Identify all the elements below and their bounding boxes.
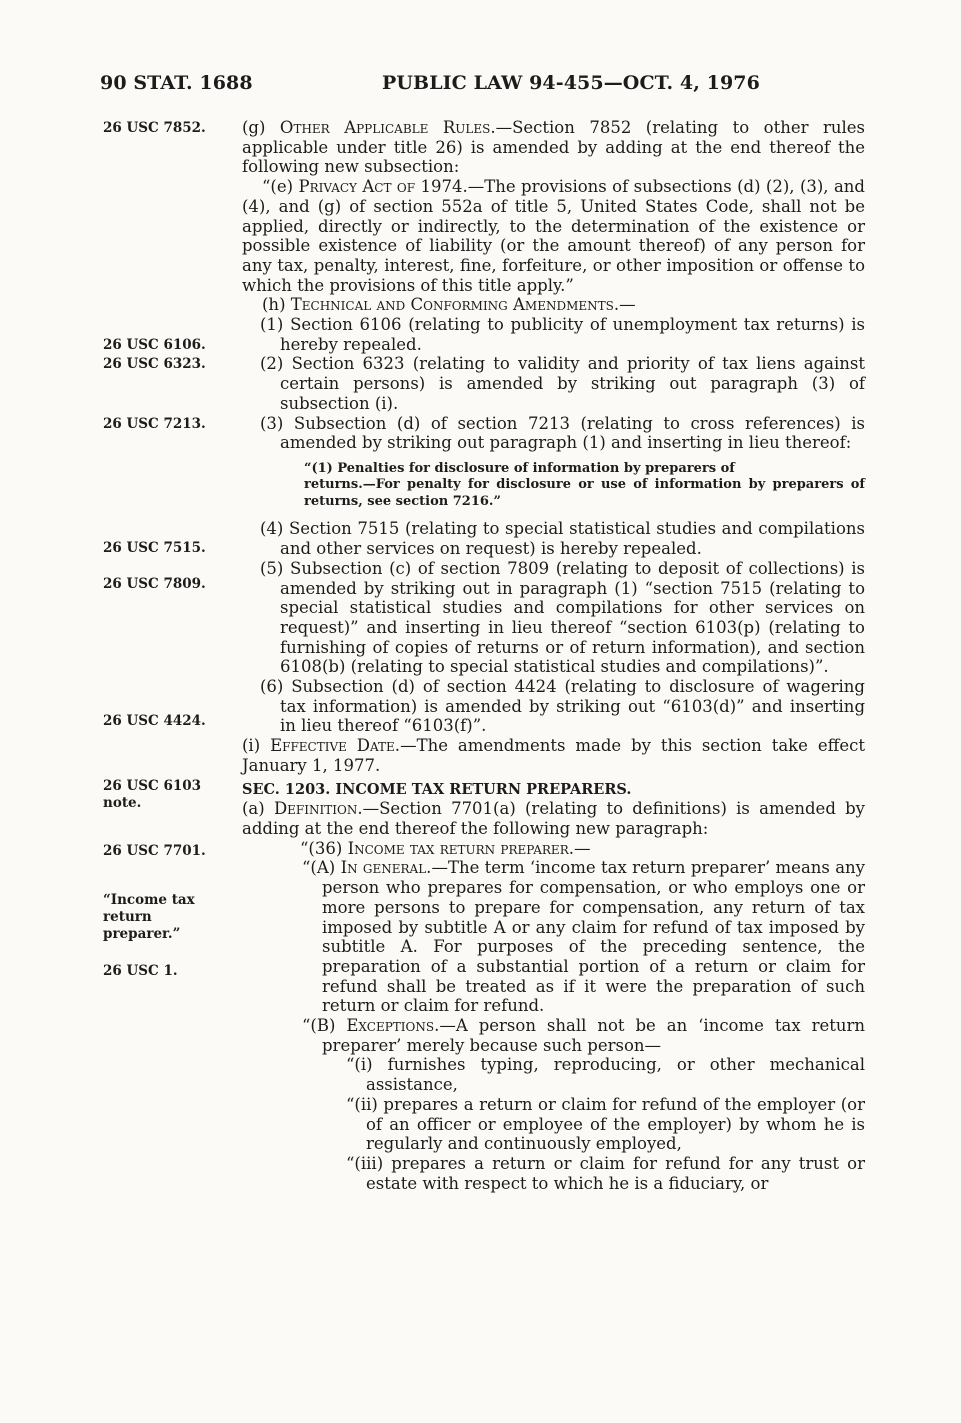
margin-note-6323: 26 USC 6323.: [103, 356, 206, 372]
subsection-g: (g) Other Applicable Rules.—Section 7852 (relating to other rules applicable under title 26) is amended by adding at the end thereof the following new subsection:: [242, 118, 865, 177]
paragraph-h6: (6) Subsection (d) of section 4424 (relating to disclosure of wagering tax information) is amended by striking out “6103(d)” and inserting in lieu thereof “6103(f)”.: [260, 677, 865, 736]
margin-note-7515: 26 USC 7515.: [103, 540, 206, 556]
margin-note-7809: 26 USC 7809.: [103, 576, 206, 592]
margin-note-26usc1: 26 USC 1.: [103, 963, 178, 979]
heading-income-tax-return-preparer: Income tax return preparer.: [347, 838, 574, 858]
paragraph-h4: (4) Section 7515 (relating to special statistical studies and compilations and other services on request) is hereby repealed.: [260, 519, 865, 559]
subsection-e-privacy-act: “(e) Privacy Act of 1974.—The provisions of subsections (d) (2), (3), and (4), and (g) of section 552a of title 5, United States Code, shall not be applied, directly or indirectly, to the determination of the existence or possible existence of liability (or the amount thereof) of any person for any tax, penalty, interest, fine, forfeiture, or other imposition or offense to which the provisions of this title apply.”: [242, 177, 865, 295]
clause-ii: “(ii) prepares a return or claim for refund of the employer (or of an officer or employee of the employer) by whom he is regularly and continuously employed,: [346, 1094, 865, 1154]
margin-note-income-tax-return-preparer: “Income tax return preparer.”: [103, 892, 195, 942]
stat-page-number: 90 STAT. 1688: [100, 72, 253, 94]
heading-technical-amendments: Technical and Conforming Amendments.: [290, 295, 620, 315]
heading-exceptions: Exceptions.: [346, 1016, 440, 1036]
subsection-a: (a) Definition.—Section 7701(a) (relating to definitions) is amended by adding at the end thereof the following new paragraph:: [242, 799, 865, 838]
margin-note-7701: 26 USC 7701.: [103, 843, 206, 859]
margin-note-7852: 26 USC 7852.: [103, 120, 206, 136]
margin-note-7213: 26 USC 7213.: [103, 416, 206, 432]
subparagraph-A: “(A) In general.—The term ‘income tax return preparer’ means any person who prepares for compensation, or who employs one or more persons to prepare for compensation, any return of tax imposed by subtitle A or any claim for refund of tax imposed by subtitle A. For purposes of the preceding sentence, the preparation of a substantial portion of a return or claim for refund shall be treated as if it were the preparation of such return or claim for refund.: [302, 858, 865, 1016]
clause-iii: “(iii) prepares a return or claim for refund for any trust or estate with respect to which he is a fiduciary, or: [346, 1153, 865, 1193]
subsection-i: (i) Effective Date.—The amendments made by this section take effect January 1, 1977.: [242, 736, 865, 775]
cross-reference-note: [242, 461, 865, 511]
paragraph-h2: (2) Section 6323 (relating to validity and priority of tax liens against certain persons) is amended by striking out paragraph (3) of subsection (i).: [260, 354, 865, 413]
subsection-h: (h) Technical and Conforming Amendments.—: [262, 295, 636, 315]
note-rest: returns.—For penalty for disclosure or use of information by preparers of returns, see section 7216.”: [304, 477, 865, 509]
paragraph-36: “(36) Income tax return preparer.—: [300, 838, 591, 858]
running-head-title: PUBLIC LAW 94-455—OCT. 4, 1976: [382, 72, 760, 94]
paragraph-h1: (1) Section 6106 (relating to publicity of unemployment tax returns) is hereby repealed.: [260, 315, 865, 354]
paragraph-h5: (5) Subsection (c) of section 7809 (relating to deposit of collections) is amended by striking out in paragraph (1) “section 7515 (relating to special statistical studies and compilations for other services on request)” and inserting in lieu thereof “section 6103(p) (relating to furnishing of copies of returns or of return information), and section 6108(b) (relating to special statistical studies and compilations)”.: [260, 558, 865, 677]
heading-privacy-act: Privacy Act of 1974.: [298, 177, 468, 197]
section-1203-title: SEC. 1203. INCOME TAX RETURN PREPARERS.: [242, 780, 632, 798]
subparagraph-B: “(B) Exceptions.—A person shall not be an ‘income tax return preparer’ merely because such person—: [302, 1016, 865, 1055]
margin-note-6106: 26 USC 6106.: [103, 337, 206, 353]
note-line-1: “(1) Penalties for disclosure of information by preparers of: [304, 460, 735, 476]
heading-effective-date: Effective Date.: [270, 736, 401, 756]
statute-body: [242, 118, 865, 1193]
heading-other-applicable-rules: Other Applicable Rules.: [279, 118, 496, 137]
clause-i: “(i) furnishes typing, reproducing, or other mechanical assistance,: [346, 1055, 865, 1095]
heading-definition: Definition.: [273, 799, 363, 819]
paragraph-h3: (3) Subsection (d) of section 7213 (relating to cross references) is amended by striking out paragraph (1) and inserting in lieu thereof:: [260, 413, 865, 453]
margin-note-6103: 26 USC 6103 note.: [103, 778, 202, 811]
heading-in-general: In general.: [340, 858, 432, 878]
margin-note-4424: 26 USC 4424.: [103, 713, 206, 729]
